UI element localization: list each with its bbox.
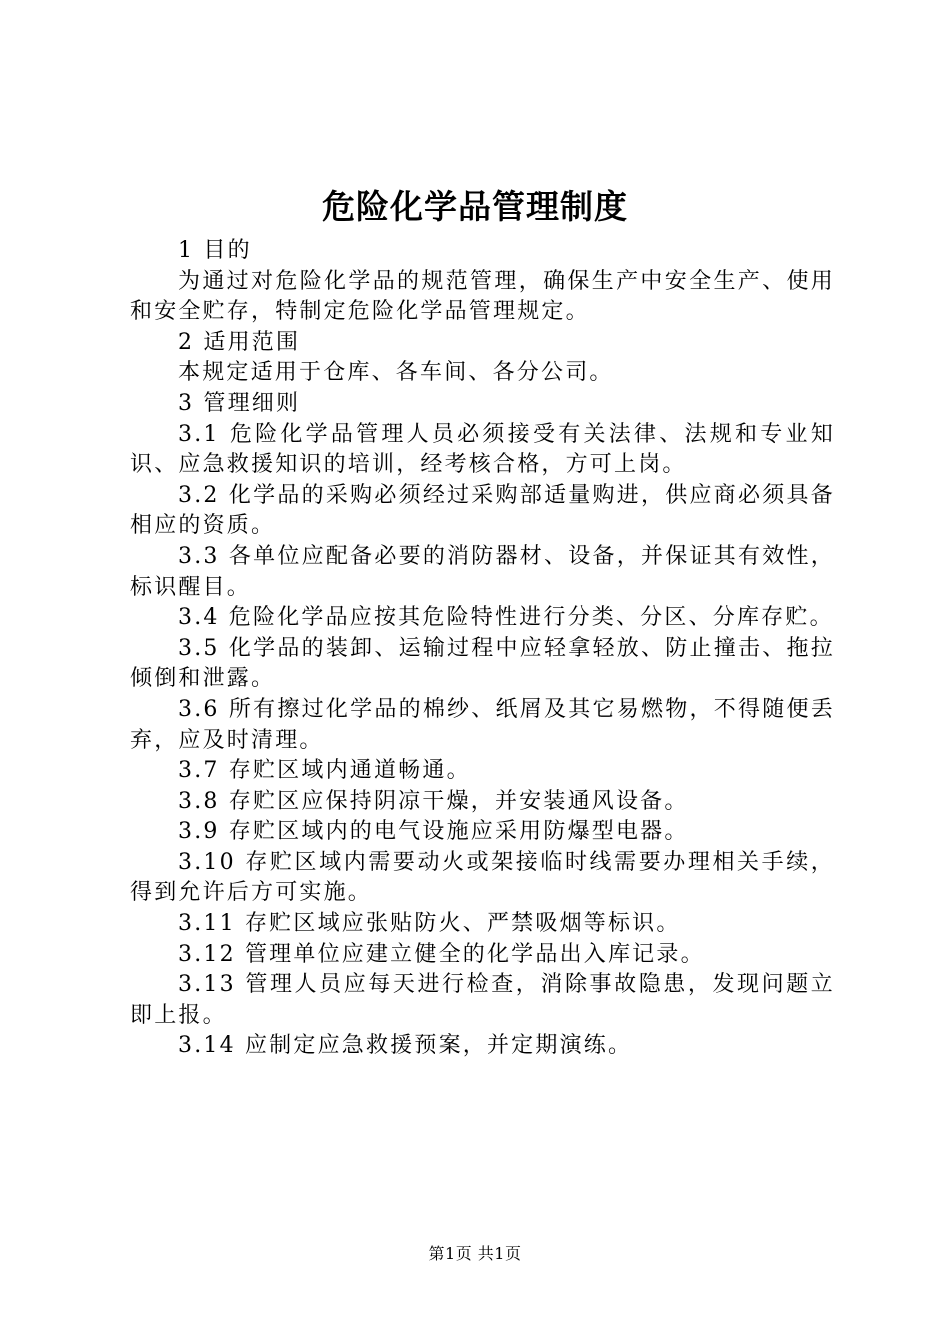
section-heading-purpose: 1 目的 xyxy=(178,238,252,263)
rule-item: 3.11 存贮区域应张贴防火、严禁吸烟等标识。 xyxy=(178,911,681,937)
rule-item: 3.12 管理单位应建立健全的化学品出入库记录。 xyxy=(178,941,705,967)
paragraph-purpose: 为通过对危险化学品的规范管理，确保生产中安全生产、使用和安全贮存，特制定危险化学品管理规定。 xyxy=(130,268,835,325)
document-title: 危险化学品管理制度 xyxy=(322,187,628,226)
rule-item: 3.7 存贮区域内通道畅通。 xyxy=(178,758,471,784)
section-heading-rules: 3 管理细则 xyxy=(178,390,301,416)
rule-item: 3.6 所有擦过化学品的棉纱、纸屑及其它易燃物，不得随便丢弃，应及时清理。 xyxy=(130,696,835,753)
rule-item: 3.9 存贮区域内的电气设施应采用防爆型电器。 xyxy=(178,819,689,845)
rule-item: 3.8 存贮区应保持阴凉干燥，并安装通风设备。 xyxy=(178,788,689,814)
paragraph-scope: 本规定适用于仓库、各车间、各分公司。 xyxy=(178,360,614,386)
rule-item: 3.5 化学品的装卸、运输过程中应轻拿轻放、防止撞击、拖拉倾倒和泄露。 xyxy=(130,635,835,692)
rule-item: 3.14 应制定应急救援预案，并定期演练。 xyxy=(178,1033,633,1059)
rule-item: 3.2 化学品的采购必须经过采购部适量购进，供应商必须具备相应的资质。 xyxy=(130,482,835,539)
rule-item: 3.3 各单位应配备必要的消防器材、设备，并保证其有效性，标识醒目。 xyxy=(130,543,835,600)
page-number-footer: 第1页 共1页 xyxy=(428,1244,522,1263)
rule-item: 3.13 管理人员应每天进行检查，消除事故隐患，发现问题立即上报。 xyxy=(130,972,835,1028)
rule-item: 3.10 存贮区域内需要动火或架接临时线需要办理相关手续，得到允许后方可实施。 xyxy=(130,849,835,906)
rule-item: 3.1 危险化学品管理人员必须接受有关法律、法规和专业知识、应急救援知识的培训，经考核合格，方可上岗。 xyxy=(130,421,835,478)
section-heading-scope: 2 适用范围 xyxy=(178,329,301,355)
rule-item: 3.4 危险化学品应按其危险特性进行分类、分区、分库存贮。 xyxy=(178,605,834,631)
document-body xyxy=(130,236,835,1062)
